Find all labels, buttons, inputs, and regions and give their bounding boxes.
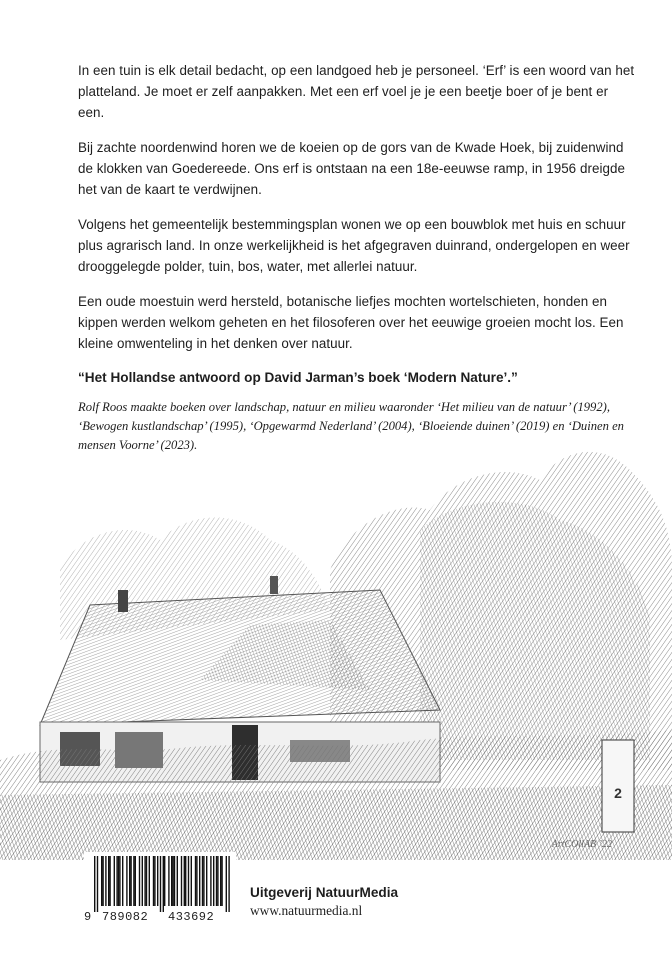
barcode-bar — [109, 856, 110, 906]
barcode-bar — [226, 856, 227, 912]
signpost-number: 2 — [614, 785, 622, 801]
barcode-bar — [135, 856, 136, 906]
barcode-bar — [206, 856, 207, 906]
barcode-bar — [217, 856, 218, 906]
barcode-bar — [118, 856, 119, 906]
barcode-bar — [108, 856, 109, 906]
barcode-bar — [177, 856, 178, 906]
publisher-url[interactable]: www.natuurmedia.nl — [250, 903, 363, 918]
barcode-bar — [199, 856, 200, 906]
barcode-left-group: 789082 — [102, 910, 149, 924]
signpost — [602, 740, 634, 832]
barcode-bar — [97, 856, 98, 912]
barcode-bar — [213, 856, 214, 906]
barcode-bar — [174, 856, 175, 906]
barcode-bar — [163, 856, 164, 912]
barcode-bar — [126, 856, 127, 906]
barcode-bar — [130, 856, 131, 906]
back-cover-text — [78, 60, 638, 455]
barcode-bar — [188, 856, 189, 906]
barcode-bar — [210, 856, 211, 906]
barcode-bar — [101, 856, 102, 906]
barcode-bar — [185, 856, 186, 906]
barcode-bar — [202, 856, 203, 906]
barcode-bar — [195, 856, 196, 906]
review-quote: “Het Hollandse antwoord op David Jarman’s boek ‘Modern Nature’.” — [78, 370, 518, 385]
paragraph-3: Volgens het gemeentelijk bestemmingsplan wonen we op een bouwblok met huis en schuur plus agrarisch land. In onze werkelijkheid is het afgegraven duinrand, ondergelopen en weer drooggelegde polder, tuin, bos, water, met allerlei natuur. — [78, 217, 630, 274]
barcode-bar — [172, 856, 173, 906]
barcode-bar — [203, 856, 204, 906]
barcode-bar — [184, 856, 185, 906]
barcode-bar — [146, 856, 147, 906]
barcode-bar — [105, 856, 106, 906]
barcode-bars — [94, 856, 234, 912]
barcode-bar — [221, 856, 222, 906]
barcode-bar — [119, 856, 120, 906]
barcode-bar — [160, 856, 161, 912]
barcode-bar — [164, 856, 165, 906]
barcode-digits — [84, 910, 236, 926]
farmhouse-sketch-illustration — [0, 440, 672, 860]
author-bio: Rolf Roos maakte boeken over landschap, natuur en milieu waaronder ‘Het milieu van de natuur’ (1992), ‘Bewogen kustlandschap’ (1995), ‘Opgewarmd Nederland’ (2004), ‘Bloeiende duinen’ (2019) en ‘Duinen en mensen Voorne’ (2023). — [78, 400, 624, 452]
isbn-barcode — [84, 852, 236, 936]
barcode-bar — [228, 856, 229, 912]
barcode-bar — [220, 856, 221, 906]
publisher-block — [250, 884, 398, 920]
barcode-bar — [171, 856, 172, 906]
barcode-bar — [168, 856, 169, 906]
barcode-bar — [196, 856, 197, 906]
barcode-bar — [154, 856, 155, 906]
barcode-bar — [116, 856, 117, 906]
barcode-bar — [133, 856, 134, 906]
paragraph-1: In een tuin is elk detail bedacht, op een landgoed heb je personeel. ‘Erf’ is een woord van het platteland. Je moet er zelf aanpakken. Met een erf voel je je een beetje boer of je bent er een. — [78, 63, 635, 120]
barcode-bar — [142, 856, 143, 906]
barcode-bar — [144, 856, 145, 906]
barcode-bar — [153, 856, 154, 906]
barcode-bar — [114, 856, 115, 906]
publisher-name: Uitgeverij NatuurMedia — [250, 885, 399, 900]
barcode-bar — [102, 856, 103, 906]
barcode-bar — [129, 856, 130, 906]
barcode-bar — [94, 856, 95, 912]
barcode-right-group: 433692 — [168, 910, 215, 924]
barcode-bar — [157, 856, 158, 906]
barcode-bar — [122, 856, 123, 906]
paragraph-2: Bij zachte noordenwind horen we de koeien op de gors van de Kwade Hoek, bij zuidenwind de klokken van Goedereede. Ons erf is ontstaan na een 18e-eeuwse ramp, in 1956 dreigde het van de kaart te verdwijnen. — [78, 140, 625, 197]
barcode-bar — [149, 856, 150, 906]
barcode-bar — [191, 856, 192, 906]
barcode-first-digit: 9 — [84, 910, 92, 924]
artist-signature: ArtCOllAB ’22 — [551, 839, 612, 850]
barcode-bar — [216, 856, 217, 906]
barcode-bar — [181, 856, 182, 906]
paragraph-4: Een oude moestuin werd hersteld, botanische liefjes mochten wortelschieten, honden en kippen werden welkom geheten en het filosoferen over het eeuwige groeien mocht los. Een kleine omwenteling in het denken over natuur. — [78, 294, 624, 351]
barcode-bar — [139, 856, 140, 906]
